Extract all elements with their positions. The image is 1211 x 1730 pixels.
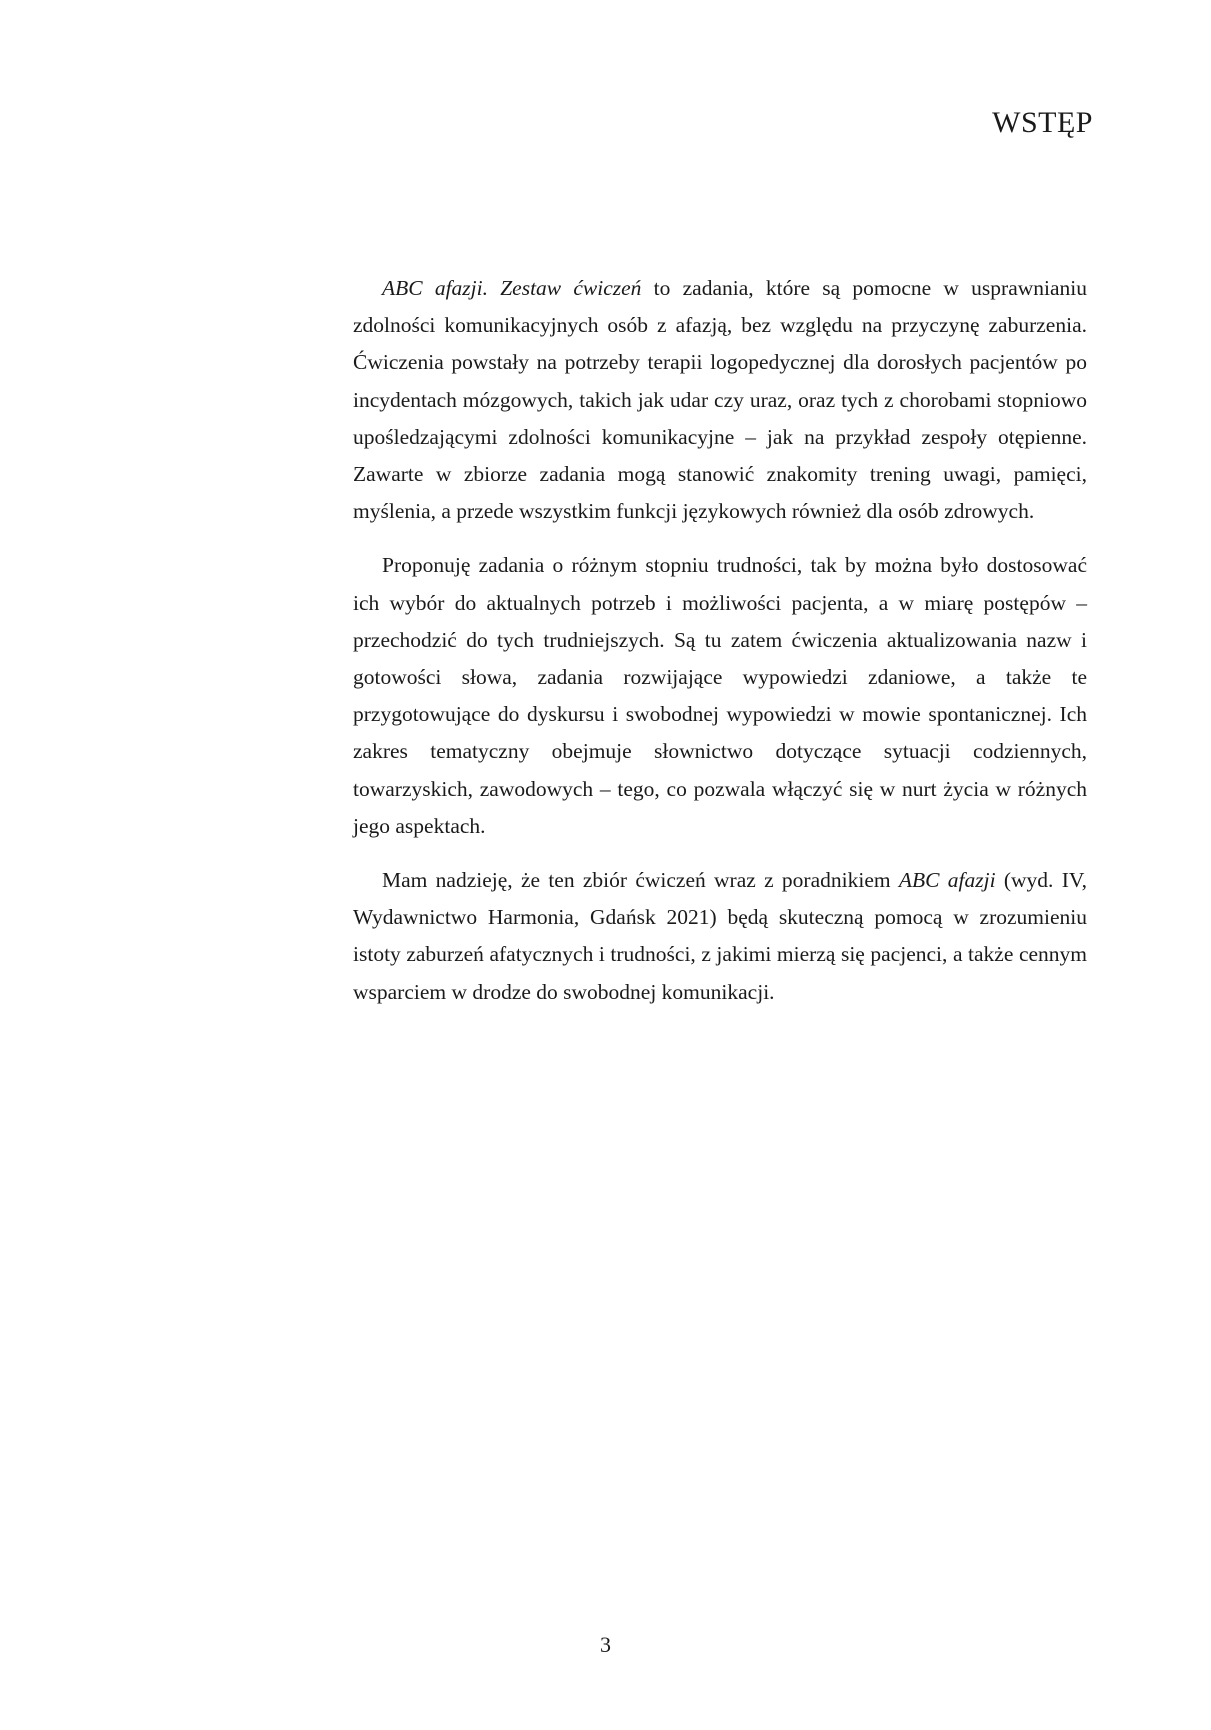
paragraph-1 bbox=[353, 270, 1087, 530]
paragraph-3 bbox=[353, 862, 1087, 1011]
paragraph-2 bbox=[353, 547, 1087, 845]
paragraph-2-text: Proponuję zadania o różnym stopniu trudności, tak by można było dostosować ich wybór do aktualnych potrzeb i możliwości pacjenta, a w miarę postępów – przechodzić do tych trudniejszych. Są tu zatem ćwiczenia aktualizowania nazw i gotowości słowa, zadania rozwijające wypowiedzi zdaniowe, a także te przygotowujące do dyskursu i swobodnej wypowiedzi w mowie spontanicznej. Ich zakres tematyczny obejmuje słownictwo dotyczące sytuacji codziennych, towarzyskich, zawodowych – tego, co pozwala włączyć się w nurt życia w różnych jego aspektach. bbox=[353, 553, 1087, 838]
book-title-italic: ABC afazji bbox=[898, 868, 996, 893]
paragraph-3-text-before: Mam nadzieję, że ten zbiór ćwiczeń wraz z poradnikiem bbox=[382, 868, 899, 893]
paragraph-3-text-after: (wyd. IV, Wydawnictwo Harmonia, Gdańsk 2021) będą skuteczną pomocą w zrozumieniu istoty zaburzeń afatycznych i trudności, z jakimi mierzą się pacjenci, a także cennym wsparciem w drodze do swobodnej komunikacji. bbox=[353, 868, 1087, 1004]
page-title: WSTĘP bbox=[992, 106, 1093, 139]
page-number: 3 bbox=[600, 1632, 611, 1657]
book-title-italic: ABC afazji. Zestaw ćwiczeń bbox=[382, 276, 642, 300]
body-text bbox=[353, 270, 1087, 1028]
paragraph-1-text: to zadania, które są pomocne w usprawnianiu zdolności komunikacyjnych osób z afazją, bez względu na przyczynę zaburzenia. Ćwiczenia powstały na potrzeby terapii logopedycznej dla dorosłych pacjentów po incydentach mózgowych, takich jak udar czy uraz, oraz tych z chorobami stopniowo upośledzającymi zdolności komunikacyjne – jak na przykład zespoły otępienne. Zawarte w zbiorze zadania mogą stanowić znakomity trening uwagi, pamięci, myślenia, a przede wszystkim funkcji językowych również dla osób zdrowych. bbox=[353, 276, 1088, 524]
